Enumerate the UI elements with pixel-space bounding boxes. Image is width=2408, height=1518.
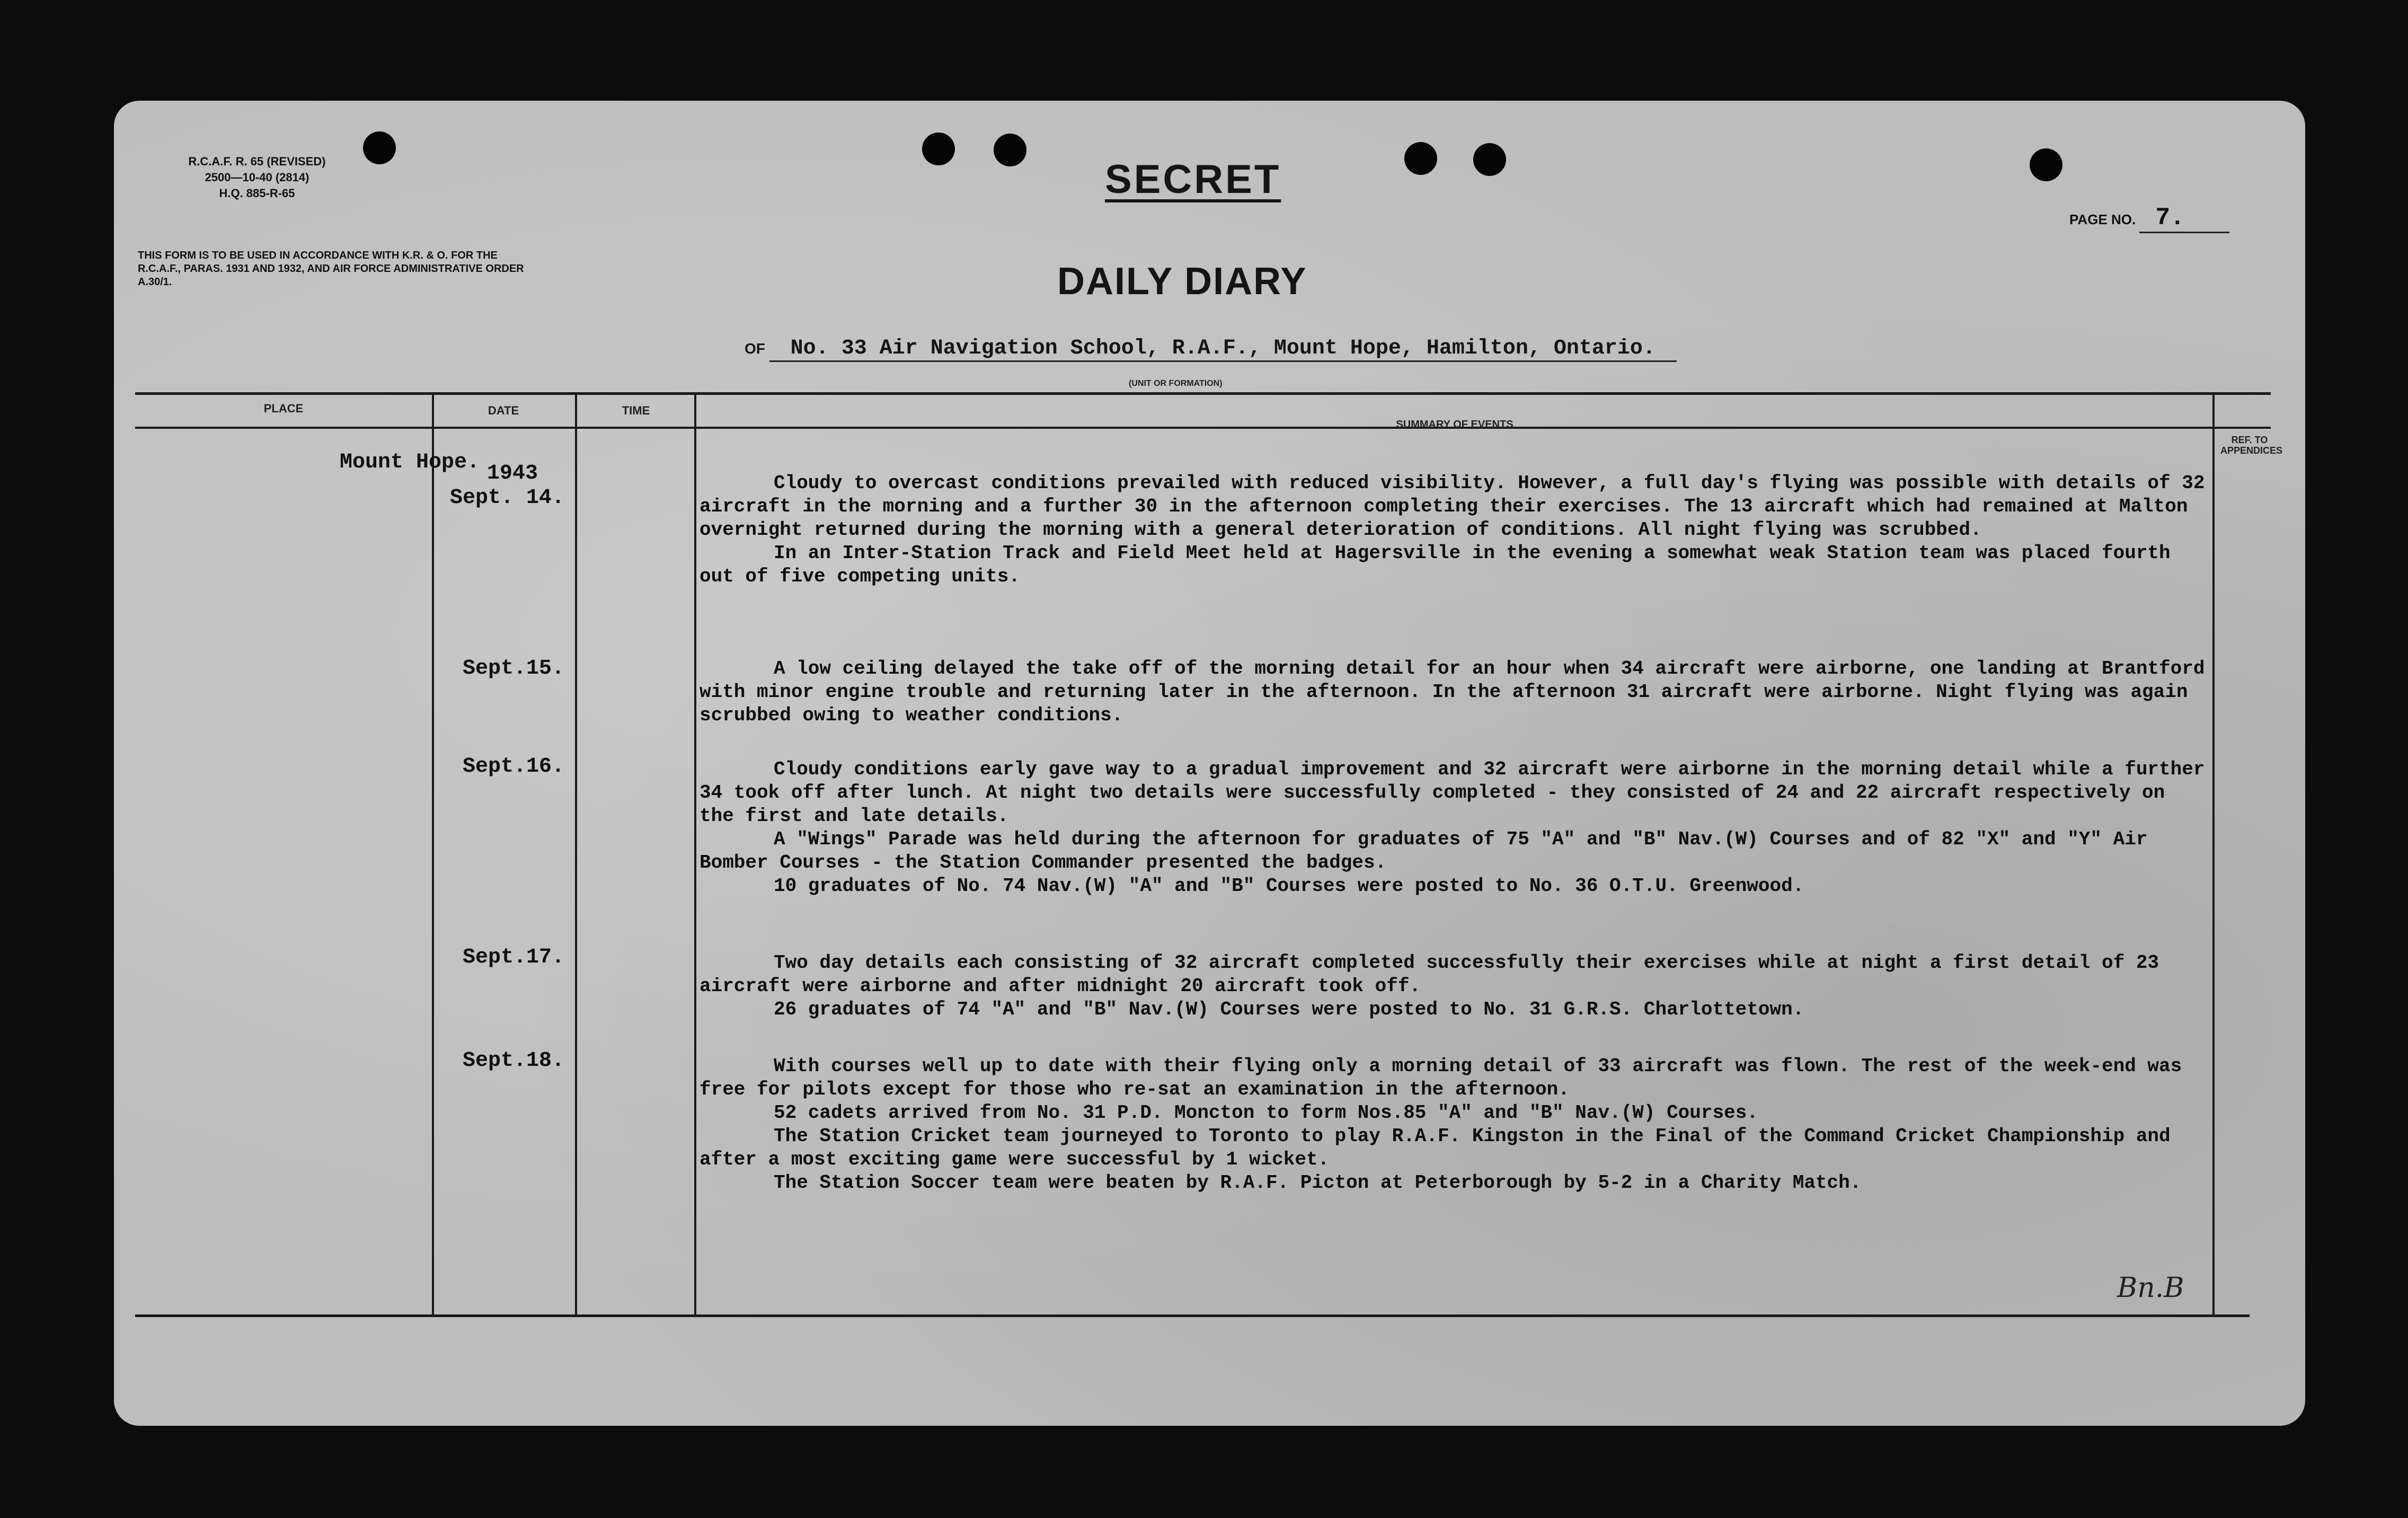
header-time: TIME bbox=[622, 404, 650, 417]
form-id-line3: H.Q. 885-R-65 bbox=[219, 187, 295, 200]
date-cell: Sept.15. bbox=[462, 657, 564, 681]
column-rule bbox=[694, 395, 696, 1314]
summary-paragraph: 10 graduates of No. 74 Nav.(W) "A" and "B" Courses were posted to No. 36 O.T.U. Greenwood. bbox=[774, 875, 1804, 897]
date-cell: Sept. 14. bbox=[449, 486, 564, 510]
unit-label: (UNIT OR FORMATION) bbox=[1129, 379, 1223, 388]
column-rule bbox=[2212, 395, 2215, 1314]
classification-stamp: SECRET bbox=[1105, 157, 1281, 202]
punch-hole bbox=[1473, 143, 1506, 176]
handwritten-initials: Bn.B bbox=[2117, 1272, 2184, 1304]
page-title: DAILY DIARY bbox=[1057, 260, 1307, 303]
header-summary: SUMMARY OF EVENTS bbox=[1396, 419, 1513, 430]
place-cell: Mount Hope. bbox=[339, 451, 480, 474]
form-instructions: THIS FORM IS TO BE USED IN ACCORDANCE WITH K.R. & O. FOR THE R.C.A.F., PARAS. 1931 AND 1932, AND AIR FORCE ADMINISTRATIVE ORDER A.30/1. bbox=[138, 250, 524, 288]
page-number-label: PAGE NO. bbox=[2069, 211, 2136, 227]
summary-paragraph: In an Inter-Station Track and Field Meet held at Hagersville in the evening a somewhat weak Station team was placed fourth out of five competing units. bbox=[700, 542, 2171, 587]
summary-paragraph: 52 cadets arrived from No. 31 P.D. Moncton to form Nos.85 "A" and "B" Nav.(W) Courses. bbox=[774, 1102, 1758, 1124]
table-top-rule bbox=[135, 392, 2271, 395]
punch-hole bbox=[994, 134, 1026, 166]
page-number bbox=[2069, 204, 2229, 233]
form-id bbox=[146, 154, 368, 201]
page-number-value: 7. bbox=[2139, 204, 2229, 233]
header-ref-appendices: REF. TO APPENDICES bbox=[2220, 435, 2283, 456]
summary-paragraph: Cloudy conditions early gave way to a gradual improvement and 32 aircraft were airborne in the morning detail while a further 34 took off after lunch. At night two details were successfully completed - they consisted of 24 and 22 aircraft respectively on the first and late details. bbox=[700, 758, 2205, 827]
unit-line bbox=[745, 337, 1677, 360]
summary-paragraph: The Station Soccer team were beaten by R.A.F. Picton at Peterborough by 5-2 in a Charity Match. bbox=[774, 1172, 1862, 1194]
punch-hole bbox=[922, 133, 955, 165]
punch-hole bbox=[2030, 148, 2062, 181]
diary-sheet bbox=[114, 101, 2305, 1426]
summary-entry bbox=[700, 758, 2210, 898]
table-bottom-rule bbox=[135, 1314, 2250, 1317]
summary-paragraph: A "Wings" Parade was held during the afternoon for graduates of 75 "A" and "B" Nav.(W) Courses and of 82 "X" and "Y" Air Bomber Courses - the Station Commander presented the badges. bbox=[700, 828, 2148, 873]
date-cell: Sept.18. bbox=[462, 1049, 564, 1073]
unit-name: No. 33 Air Navigation School, R.A.F., Mount Hope, Hamilton, Ontario. bbox=[769, 337, 1677, 362]
column-rule bbox=[432, 395, 434, 1314]
date-cell: Sept.17. bbox=[462, 946, 564, 969]
form-id-line1: R.C.A.F. R. 65 (REVISED) bbox=[188, 155, 326, 168]
punch-hole bbox=[1404, 142, 1437, 175]
of-label: OF bbox=[745, 340, 765, 357]
summary-paragraph: Cloudy to overcast conditions prevailed with reduced visibility. However, a full day's flying was possible with details of 32 aircraft in the morning and a further 30 in the afternoon completing their exercises. The 13 aircraft which had remained at Malton overnight returned during the morning with a general deterioration of conditions. All night flying was scrubbed. bbox=[700, 472, 2205, 541]
form-id-line2: 2500—10-40 (2814) bbox=[205, 171, 309, 184]
summary-entry bbox=[700, 657, 2210, 727]
summary-paragraph: Two day details each consisting of 32 aircraft completed successfully their exercises while at night a first detail of 23 aircraft were airborne and after midnight 20 aircraft took off. bbox=[700, 952, 2159, 997]
summary-entry bbox=[700, 951, 2210, 1021]
summary-paragraph: The Station Cricket team journeyed to Toronto to play R.A.F. Kingston in the Final of the Command Cricket Championship and after a most exciting game were successful by 1 wicket. bbox=[700, 1125, 2171, 1170]
column-rule bbox=[575, 395, 577, 1314]
summary-paragraph: 26 graduates of 74 "A" and "B" Nav.(W) Courses were posted to No. 31 G.R.S. Charlottetown. bbox=[774, 999, 1804, 1020]
summary-entry bbox=[700, 472, 2210, 588]
header-place: PLACE bbox=[263, 402, 304, 415]
header-date: DATE bbox=[488, 404, 519, 417]
summary-paragraph: A low ceiling delayed the take off of the morning detail for an hour when 34 aircraft were airborne, one landing at Brantford with minor engine trouble and returning later in the afternoon. In the afternoon 31 aircraft were airborne. Night flying was again scrubbed owing to weather conditions. bbox=[700, 658, 2205, 726]
date-cell: Sept.16. bbox=[462, 755, 564, 779]
summary-paragraph: With courses well up to date with their flying only a morning detail of 33 aircraft was flown. The rest of the week-end was free for pilots except for those who re-sat an examination in the afternoon. bbox=[700, 1055, 2182, 1100]
summary-entry bbox=[700, 1055, 2210, 1195]
date-year: 1943 bbox=[486, 462, 538, 486]
